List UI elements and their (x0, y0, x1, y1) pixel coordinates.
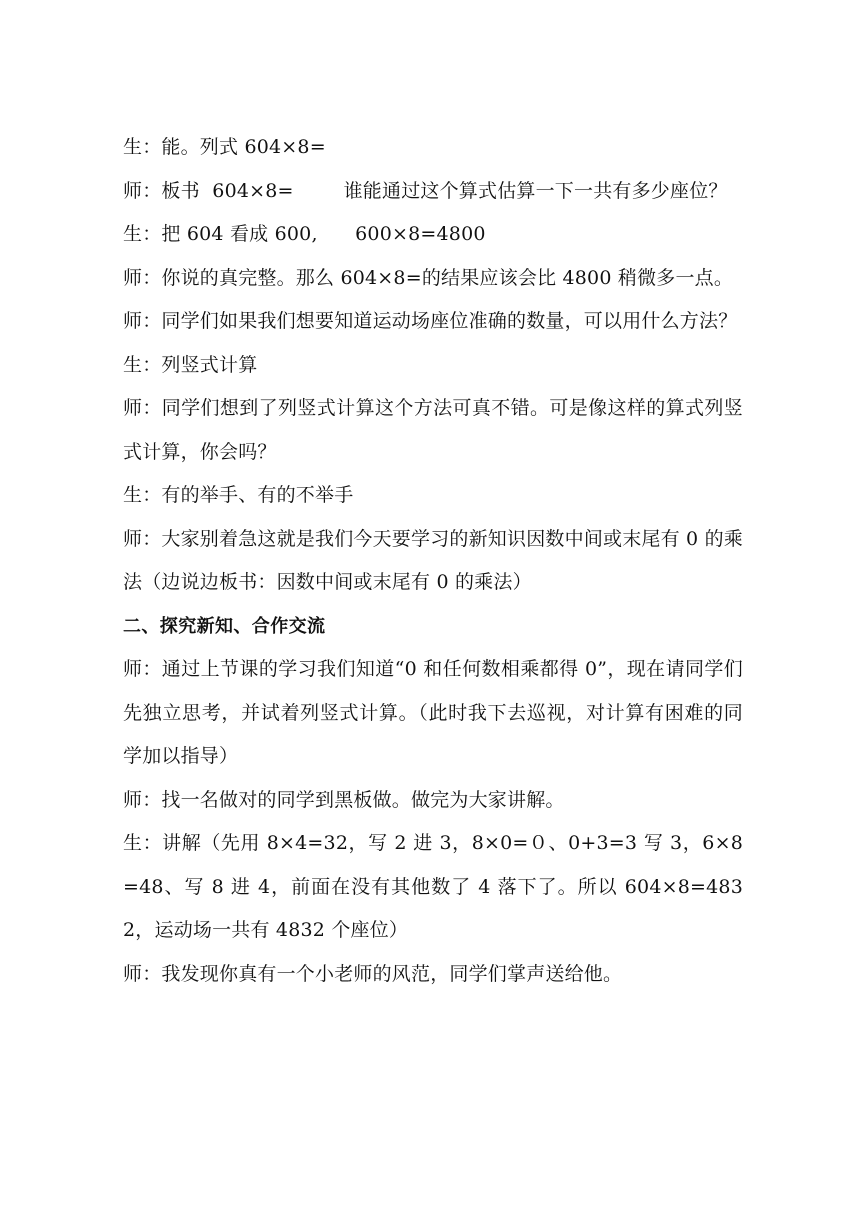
dialogue-line-student-equation: 生：能。列式 604×8= (123, 136, 326, 158)
section-heading: 二、探究新知、合作交流 (123, 615, 326, 637)
dialogue-line-teacher-vertical: 师：同学们想到了列竖式计算这个方法可真不错。可是像这样的算式列竖式计算，你会吗？ (123, 397, 743, 463)
dialogue-line-teacher-closing: 师：我发现你真有一个小老师的风范，同学们掌声送给他。 (123, 962, 623, 985)
dialogue-line-teacher-question: 师：同学们如果我们想要知道运动场座位准确的数量，可以用什么方法？ (123, 310, 738, 332)
dialogue-line-teacher-board: 师：板书 604×8= 谁能通过这个算式估算一下一共有多少座位？ (123, 179, 728, 202)
document-body (123, 126, 743, 996)
dialogue-line-teacher-topic: 师：大家别着急这就是我们今天要学习的新知识因数中间或末尾有 0 的乘法（边说边板书：因数中间或末尾有 0 的乘法） (123, 527, 743, 593)
dialogue-line-student-hands: 生：有的举手、有的不举手 (123, 484, 354, 506)
dialogue-line-teacher-praise: 师：你说的真完整。那么 604×8=的结果应该会比 4800 稍微多一点。 (123, 266, 734, 289)
dialogue-line-teacher-instruction: 师：通过上节课的学习我们知道“0 和任何数相乘都得 0”，现在请同学们先独立思考，并试着列竖式计算。（此时我下去巡视，对计算有困难的同学加以指导） (123, 658, 743, 767)
dialogue-line-student-explanation: 生：讲解（先用 8×4=32，写 2 进 3，8×0=０、0+3=3 写 3，6×8=48、写 8 进 4，前面在没有其他数了 4 落下了。所以 604×8=4832，运动场一共有 4832 个座位） (123, 832, 743, 941)
dialogue-line-student-estimate: 生：把 604 看成 600, 600×8=4800 (123, 223, 486, 245)
dialogue-line-student-vertical: 生：列竖式计算 (123, 353, 258, 376)
dialogue-line-teacher-board-task: 师：找一名做对的同学到黑板做。做完为大家讲解。 (123, 788, 565, 811)
